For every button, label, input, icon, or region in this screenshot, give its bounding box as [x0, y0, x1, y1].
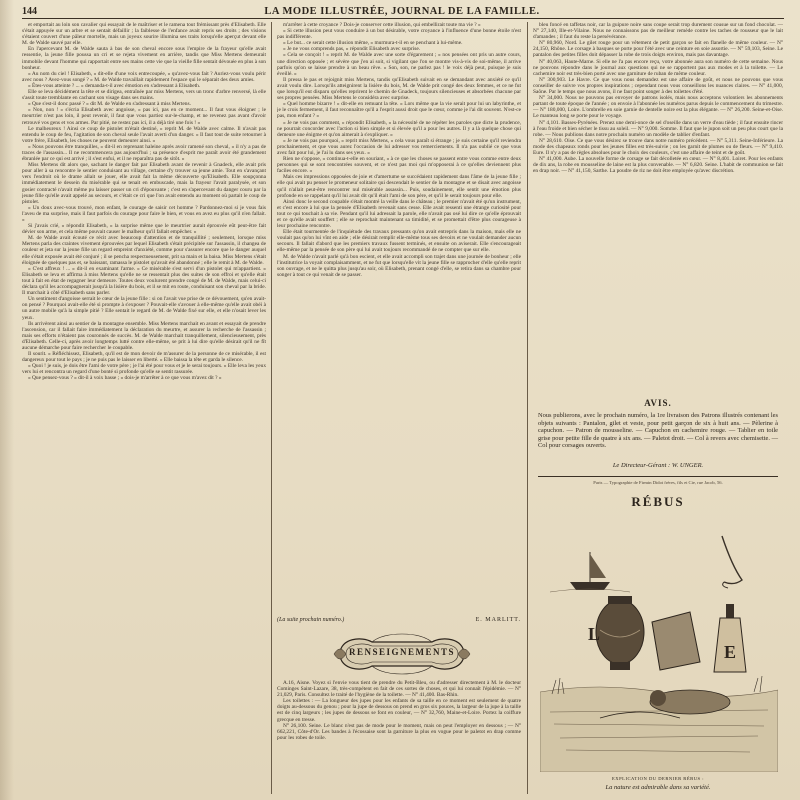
paragraph: « Au nom du ciel ! Elisabeth, » dit-elle d'une voix entrecoupée, « qu'avez-vous fait ? Auriez-vous voulu périr avec nous ? Avez-vous songé ? » M. de Walde travaillait rapidement l'espace qui le séparait des deux amies. [22, 70, 266, 83]
paragraph: M. de Walde avait écouté ce récit avec beaucoup d'attention et de tranquillité ; seulement, lorsque miss Mertens parla des craintes vivement éprouvées par lequel Elisabeth s'était précipitée sur l'assassin, il changea de couleur et jeta sur la jeune fille un regard empreint d'anxiété, comme pour s'assurer encore que le danger auquel elle s'était exposée avait été conjuré ; il se pencha respectueusement, prit sa main et la baisa. Miss Mertens s'était éloignée de quelques pas et, se baissant, ramassa le pistolet qu'avait été abandonné ; elle le remit à M. de Walde. [22, 235, 266, 266]
paragraph: « Que s'est-il donc passé ? » dit M. de Walde en s'adressant à miss Mertens. [28, 101, 191, 108]
renseignements-title: RENSEIGNEMENTS [348, 647, 456, 657]
rebus-drawing-icon [540, 512, 778, 772]
paragraph: « Le but... ce serait cette illusion même, » murmura-t-il en se penchant à lui-même. [283, 40, 463, 47]
paragraph: « Quel homme bizarre ! » dit-elle en remuant la tête. « Lors même que la vie serait pour lui un labyrinthe, et je le crois fermement, il faut reconnaître qu'il a l'esprit aussi droit que le cœur, comme je l'ai dit souvent. N'est-ce pas, mon enfant ? » [277, 101, 521, 120]
paragraph: Ainsi donc le second coupable s'était montré la veille dans le château ; le premier n'avait été qu'un instrument, et c'est encore à lui que la pensée d'Elisabeth revenait sans cesse. Elle avait ressenti une étrange curiosité pour tout ce qui touchait à sa vie. Pendant qu'il lui adressait la parole, elle n'avait pas osé lui dire ce qu'elle éprouvait et ce qu'elle avait souffert ; elle se reprochait maintenant sa timidité, et se promettait d'être plus courageuse à leur prochaine rencontre. [277, 198, 521, 230]
page-number: 144 [22, 5, 37, 17]
paragraph: N° 40,063, Haute-Marne. Si elle ne l'a pas encore reçu, votre abonnée aura son numéro de cette semaine. Nous ne pouvons répondre dans le journal aux questions qui ne se rapportent pas aux modes et à la toilette. — Le cachemire noir est très-bien porté avec une garniture de ruban de même couleur. [533, 58, 783, 77]
paragraph: Un sentiment d'angoisse serrait le cœur de la jeune fille : si on l'avait vue prise de ce dévouement, qu'en avait-on pensé ? Pourquoi avait-elle été si prompte à s'exposer ? Pouvait-elle s'avouer à elle-même qu'elle avait obéi à un autre mobile qu'à la simple pitié ? Elle sentait le regard de M. de Walde fixé sur elle, et elle n'osait lever les yeux. [22, 296, 266, 321]
paragraph: « Non, non ! » s'écria Elisabeth avec angoisse, « pas ici, pas en ce moment... Il faut vous éloigner ; le meurtrier n'est pas loin, il peut revenir, il faut que vous partiez sur-le-champ, et ne revenez pas avant d'avoir retrouvé vos gens et vos armes. Par pitié, ne restez pas ici, il a déjà tiré une fois ! » [22, 107, 266, 126]
paragraph: « Si cette illusion peut vous conduire à un but désirable, votre croyance à l'influence d'une bonne étoile n'est pas indifférente. [277, 28, 521, 41]
journal-title: LA MODE ILLUSTRÉE, JOURNAL DE LA FAMILLE. [264, 5, 540, 17]
paragraph: N° 300,903. Le Havre. Ce que vous nous demandez est une affaire de goût, et nous ne pouvons que vous conseiller de suivre vos propres inspirations ; cependant nous vous conseillons les nuances claires. — N° 41,000, Saône. Par le temps que nous avons, il ne faut point songer à des toilettes d'été. [533, 76, 783, 96]
paragraph: Les toilettes : — La longueur des jupes pour les enfants de sa taille en ce moment est seulement de quatre doigts au-dessous du genou ; pour la jupe de dessous on prend en gros six pouces, la largeur de la jupe à la taille est de cinq largeurs ; les jupes de dessous se font en couleur, — N° 32,760, Maine-et-Loire. Portez la coiffure grecque en tresse. [277, 698, 521, 723]
paragraph: « C'est affreux ! ... » dit-il en examinant l'arme. « Ce misérable s'est servi d'un pistolet qui m'appartient. » Elisabeth se leva et affirma à miss Mertens qu'elle ne se ressentait plus des suites de son effroi et qu'elle était tout à fait en état de regagner leur demeure. Toutes deux voulurent prendre congé de M. de Walde, mais celui-ci déclara qu'il les accompagnerait jusqu'à la lisière du bois, et il se mit en route, conduisant son cheval par la bride. Il marchait à côté d'Elisabeth sans parler. [22, 265, 266, 297]
paragraph: « Nous pouvons être tranquilles, » dit-il en reprenant haleine après avoir ramené son cheval, « il n'y a pas de traces de l'assassin... Il ne recommencera pas aujourd'hui ; sa présence d'esprit me paraît avoir été grandement ébranlée par ce qui est arrivé ; il s'est enfui, et il ne reparaîtra pas de sitôt. » [22, 143, 266, 163]
paragraph: « Quoi ! je suis, je dois être l'ami de votre père ; je l'ai été pour vous et je le serai toujours. » Elle leva les yeux vers lui et rencontra un regard d'une bonté si profonde qu'elle se sentit rassurée. [22, 363, 266, 376]
renseignements-banner [332, 632, 472, 676]
urn-icon [596, 596, 644, 670]
column-rule-2 [527, 22, 528, 794]
paragraph: m'arrêter à cette croyance ? Dois-je conserver cette illusion, qui embellirait toute ma vie ? » [283, 22, 481, 28]
column-rule-1 [271, 22, 272, 794]
paragraph: Il sourit. « Réfléchissez, Elisabeth, qu'il est de mon devoir de m'assurer de la personne de ce misérable, il est dangereux pour tout le pays ; je ne puis pas le laisser en liberté. » Elle baissa la tête et garda le silence. [22, 351, 266, 364]
paragraph: N° 28,610. Oise. Ce que vous désirez se trouve dans notre numéro précédent. — N° 5,311. Seine-Inférieure. La mode des chapeaux ronds pour les jeunes filles est très-suivie ; on les garnit de plumes ou de fleurs. — N° 9,410. Eure. Il n'y a pas de règles absolues pour le choix des couleurs, c'est une affaire de teint et de goût. [533, 137, 783, 156]
paragraph: N° 41,000. Aube. La nouvelle forme de corsage se fait décolletée en cœur. — N° 8,401. Loiret. Pour les enfants de dix ans, la robe en mousseline de laine est la plus convenable. — N° 6,820. Seine. L'habit de communion se fait en drap noir. — N° 41,150, Sarthe. La poudre de riz ne doit être employée qu'avec discrétion. [533, 156, 783, 175]
paragraph: Si j'avais crié, » répondit Elisabeth, « la surprise même que le meurtrier aurait éprouvée eût peut-être fait dévier son arme, et cela même pouvait causer le malheur qu'il fallait empêcher. » [22, 223, 266, 236]
rebus-letter-l: L [588, 624, 601, 644]
rebus-illustration [540, 512, 778, 772]
paragraph: « Je ne vois pas pourquoi, » reprit miss Mertens, « cela vous paraît si étrange ; je suis certaine qu'il reviendra prochainement, et que vous aurez l'occasion de lui adresser vos remerciements. Il n'a pas oublié ce que vous avez fait pour lui, je l'ai lu dans ses yeux. » [277, 137, 521, 156]
paragraph: bleu foncé en taffetas noir, car la guipure noire sans coupe serait trop durement cousue sur un fond chocolat. — N° 27,140, Ille-et-Vilaine. Nous ne connaissons pas de meilleur remède contre les taches de rousseur que le lait d'amandes ; il faut du reste la persévérance. [533, 22, 783, 41]
paragraph: M. de Walde n'avait parlé qu'à bon escient, et elle avait accompli son trajet dans une journée de bonheur ; elle l'institutrice la voyait complaisamment, et ne fut que lorsqu'elle vit la jeune fille se rapprocher d'elle qu'elle reprit son ouvrage, et ne le quitta plus jusqu'au soir, où Elisabeth, prenant congé d'elle, se retira dans sa chambre pour songer à tout ce qui venait de se passer. [277, 253, 521, 278]
paragraph: Ils arrivèrent ainsi au sentier de la montagne ensemble. Miss Mertens marchait en avant et essayait de prendre l'ascension, car il fallait faire immédiatement la déclaration du meurtre, et assurer la recherche de l'assassin ; mais ses efforts n'étaient pas couronnés de succès. M. de Walde marchait tranquillement, silencieusement, près d'Elisabeth. Celle-ci, après avoir longtemps lutté contre elle-même, se prit à lui dire qu'elle désirait qu'il ne fît aucune démarche pour faire rechercher le coupable. [22, 320, 266, 351]
paragraph: A.16, Aisne. Voyez si l'envie vous tient de prendre du Petit-Bleu, ou d'adresser directement à M. le docteur Cominges Saint-Lazare, 38, très-compétent en fait de ces sortes de choses, et qui lui connaît l'épidémie. — N° 21,029, Paris. Consultez le traité de l'hygiène de la toilette. — N° 41,400. Bas-Rhin. [277, 680, 521, 699]
paragraph: Elle se leva décidément la tête et se dirigea, entraînée par miss Mertens, vers un tronc d'arbre renversé, là elle s'assit toute tremblante en cachant son visage dans ses mains. [22, 89, 266, 102]
paragraph: Rien ne s'oppose, » continua-t-elle en souriant, « à ce que les choses se passent entre vous comme entre deux personnes qui se sont rencontrées souvent, et ce n'est pas moi qui m'opposerai à ce qu'elles deviennent plus faciles encore. » [277, 156, 521, 175]
printer-imprint: Paris — Typographie de Firmin Didot frères, fils et Cie, rue Jacob, 56. [593, 480, 723, 485]
author-name: E. MARLITT. [475, 617, 521, 623]
paragraph: « Un doux avec-vous trouvé, mon enfant, le courage de saisir cet homme ? Pardonnez-moi si je vous fais l'aveu de ma surprise, mais il faut parfois du courage pour faire le bien, et vous en avez eu plus qu'il n'en fallait. » [22, 204, 266, 223]
rebus-answer: La nature est admirable dans sa variété. [605, 784, 711, 791]
paragraph: Mais ces impressions opposées de joie et d'amertume se succédaient rapidement dans l'âme de la jeune fille ; elle qui avait pu penser le promeneur solitaire qui descendait le sentier de la montagne et se disait avec angoisse qu'il n'allait peut-être rencontrer nul misérable assassin... Puis, soudainement, elle sentit une émotion plus profonde en se rappelant qu'il lui avait dit qu'il était l'ami de son père, et qu'il le serait toujours pour elle. [277, 174, 521, 199]
stone-block-icon [652, 612, 700, 670]
paragraph: « Je ne vous comprends pas, » répondit Elisabeth avec surprise. [283, 46, 421, 53]
imprint-rule [538, 476, 778, 477]
renseignements-text [277, 680, 521, 792]
boat-icon [550, 552, 630, 592]
paragraph: Il pressa le pas et rejoignit miss Mertens, tandis qu'Elisabeth suivait en se demandant avec anxiété ce qu'il avait voulu dire. Lorsqu'ils atteignirent la lisière du bois, M. de Walde prit congé des deux femmes, et ce ne fut que lorsqu'il eut disparu qu'elles reprirent le chemin de Gnadeck, toujours silencieuses et absorbées chacune par ses propres pensées. Miss Mertens le considéra avec surprise. [277, 76, 521, 102]
rebus-explanation-label: EXPLICATION DU DERNIER RÉBUS : [611, 776, 705, 781]
director-signature: Le Directeur-Gérant : W. UNGER. [612, 462, 704, 469]
rebus-title: RÉBUS [631, 494, 685, 509]
page-header [22, 4, 782, 18]
rebus-letter-e: E [724, 642, 737, 662]
column-3-text [533, 22, 783, 412]
paragraph: N° 34,000. Nous ne pouvons pas envoyer de patrons isolés, mais nous acceptons volontiers les abonnements partant de toute époque de l'année ; on envoie à l'abonnée les numéros parus depuis le commencement du trimestre. — N° 180,000, Loire. L'ombrelle en soie garnie de dentelle noire est la plus élégante. — N° 26,200. Seine-et-Oise. Le manteau long se porte pour le voyage. [533, 95, 783, 120]
paragraph: Le malheureux ! Ainsi ce coup de pistolet m'était destiné, » reprit M. de Walde avec calme. Il n'avait pas entendu le coup de feu, l'agitation de son cheval seule l'avait averti d'un danger. « Il faut tout de suite retourner à votre frère, Elisabeth, les choses ne peuvent demeurer ainsi. » [22, 125, 266, 144]
paragraph: N° 4,101. Basses-Pyrénées. Prenez une demi-once de sel d'oseille dans un verre d'eau tiède ; il faut ensuite rincer à l'eau froide et bien sécher le tissu au soleil. — N° 9,000. Somme. Il faut que le jupon soit un peu plus court que la robe. — Nous publions dans notre prochain numéro un modèle de tablier d'enfant. [533, 119, 783, 138]
paragraph: N° 80,960, Nord. Le gilet rouge pour un vêtement de petit garçon se fait en flanelle de même couleur. — N° 24,150, Rhône. Le corsage à basques se porte pour l'été avec une ceinture en soie assortie. — N° 59,103, Seine. Le pantalon des petites filles doit dépasser la robe de trois doigts environ, mais pas davantage. [533, 40, 783, 59]
paragraph: « Êtes-vous atteinte ? ... » demanda-t-il avec émotion en s'adressant à Elisabeth. [28, 82, 201, 89]
story-signature [277, 617, 521, 627]
paragraph: « Que pensez-vous ? » dit-il à voix basse ; « dois-je m'arrêter à ce que vous m'avez dit ? » [28, 375, 222, 382]
paragraph: Miss Mertens dit alors que, sachant le danger fait par Elisabeth avant de revenir à Gnadeck, elle avait pris pour aller à sa rencontre le sentier conduisant au village, certaine d'y trouver sa jeune amie. Tout en s'avançant vers l'endroit où le drame allait se jouer, elle avait fait la même découverte qu'Elisabeth. Elle soupçonna immédiatement le dessein du misérable qui se tenait en embuscade, mais la frayeur l'avait paralysée, et son gosier contracté n'avait même pu laisser passer un cri d'épouvante ; c'est en s'apercevant du danger couru par la jeune fille qu'elle avait appelé au secours, et c'était ce cri que l'on avait entendu au moment où partait le coup de pistolet. [22, 162, 266, 205]
continuation-note: (La suite prochain numéro.) [277, 617, 345, 623]
column-1-text [22, 22, 266, 792]
paragraph: et emportait au loin son cavalier qui essayait de le maîtriser et le ramena tout frémissant près d'Elisabeth. Elle s'était appuyée sur un arbre et se sentait défaillir ; la faiblesse de l'enfance avait repris ses droits ; des visions s'étaient couvert d'une pâleur mortelle, mais un joyeux sourire illumina ses traits lorsqu'elle aperçut devant elle M. de Walde sauvé par elle. [22, 22, 266, 47]
paragraph: N° 26,100. Seine. Le blanc n'est pas de mode pour le moment, mais on peut l'employer en dessous ; — N° 662,221, Côte-d'Or. Les bandes à l'écossaise sont la garniture la plus en vogue pour le paletot en drap comme pour les robes de toile. [277, 722, 521, 741]
column-2-text [277, 22, 521, 432]
avis-title: AVIS. [644, 398, 672, 408]
avis-text: Nous publierons, avec le prochain numéro, la 1re livraison des Patrons illustrés contenant les objets suivants : Pantalon, gilet et veste, pour petit garçon de six à huit ans. — Pèlerine à capuchon. — Patron de mousseline. — Capuchon en cachemire rouge. — Tablier en toile grise pour petite fille de quatre à six ans. — Paletot droit. — Col à revers avec chemisette. — Col pour corsages ouverts. [538, 412, 778, 450]
paragraph: Elle était tourmentée de l'inquiétude des travaux pressants qu'on avait entrepris dans la maison, mais elle ne voulait pas qu'on lui vînt en aide ; elle désirait remplir elle-même tous ses devoirs et ne voulait demander aucun secours. Il fallait d'abord que les premiers travaux fussent terminés, et ensuite on aviserait. Elle s'encourageait elle-même par la pensée de son père qui lui avait toujours recommandé de ne compter que sur elle. [277, 229, 521, 254]
nose-icon [722, 536, 742, 588]
paragraph: « Cela se conçoit ! » reprit M. de Walde avec une sorte d'égarement ; « nos pensées ont pris un autre cours, une direction opposée ; et sévère que j'en ai soit, si vigilant que l'on se montre vis-à-vis de soi-même, il arrive parfois qu'on se laisse prendre à un beau rêve. » Son, son, ne parlez pas ! le voix déjà peut, puisque je suis éveillé. » [277, 52, 521, 77]
header-rule [22, 18, 784, 19]
paragraph: « Je ne vois pas comment, » répondit Elisabeth, « la nécessité de ne répéter les paroles que dicte la prudence, ne pourrait concorder avec l'action si bien simple et si élevée qu'il a pour les autres. Il y a là quelque chose qui demeure une énigme et qu'on aimerait à s'expliquer. » [277, 119, 521, 138]
page-gutter-shadow [0, 0, 14, 800]
paragraph: En l'apercevant M. de Walde sauta à bas de son cheval encore sous l'empire de la frayeur qu'elle avait ressentie, la jeune fille poussa un cri et se rejeta vivement en arrière, tandis que Miss Mertens demeurait immobile devant l'homme qui rapportait entre ses mains cette vie que la vieille fille sentait dévouée en plus à son bonheur. [22, 46, 266, 71]
